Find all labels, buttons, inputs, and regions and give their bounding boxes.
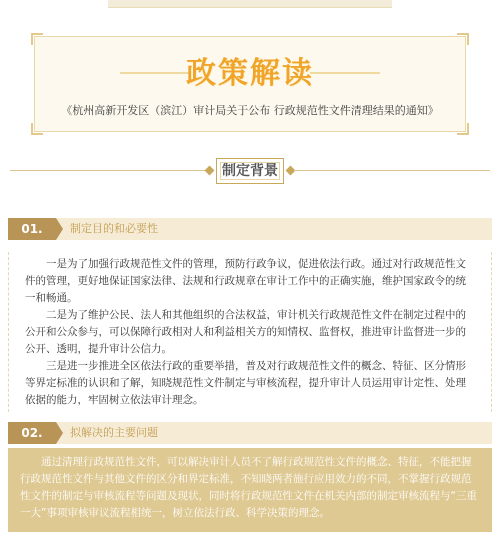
diamond-ornament <box>205 166 215 176</box>
page-title: 政策解读 <box>186 56 314 91</box>
title-banner <box>34 36 466 132</box>
top-decoration-bar <box>108 0 392 8</box>
section-number-arrow <box>56 422 63 444</box>
banner-divider-left <box>120 72 190 74</box>
background-heading-label: 制定背景 <box>216 158 284 184</box>
paragraph: 一是为了加强行政规范性文件的管理，预防行政争议，促进依法行政。通过对行政规范性文件的管理，更好地保证国家法律、法规和行政规章在审计工作中的正确实施，维护国家政令的统一和畅通。 <box>25 258 466 304</box>
banner-corner-ornament <box>457 33 469 45</box>
heading-rule-left <box>10 170 206 171</box>
section-header-problems <box>8 422 492 444</box>
section-header-purpose <box>8 218 492 240</box>
section-body-problems <box>8 448 492 532</box>
banner-divider-right <box>310 72 380 74</box>
paragraph: 通过清理行政规范性文件，可以解决审计人员不了解行政规范性文件的概念、特征，不能把握行政规范性文件与其他文件的区分和界定标准，不知晓两者施行应用效力的不同，不掌握行政规范性文件的制定与审核流程等问题及现状，同时将行政规范性文件在机关内部的制定审核流程与“三重一大”事项审核审议流程相统一，树立依法行政、科学决策的理念。 <box>20 456 477 519</box>
banner-corner-ornament <box>457 123 469 135</box>
banner-corner-ornament <box>31 123 43 135</box>
document-subtitle: 《杭州高新开发区（滨江）审计局关于公布 行政规范性文件清理结果的通知》 <box>61 104 439 117</box>
background-heading <box>10 150 490 190</box>
banner-corner-ornament <box>31 33 43 45</box>
section-heading: 拟解决的主要问题 <box>70 426 158 439</box>
section-number: 02. <box>8 422 56 444</box>
paragraph: 三是进一步推进全区依法行政的重要举措，普及对行政规范性文件的概念、特征、区分情形等界定标准的认识和了解，知晓规范性文件制定与审核流程，提升审计人员运用审计定性、处理依据的能力，牢固树立依法审计理念。 <box>25 360 466 406</box>
top-decoration <box>0 0 500 20</box>
section-body-purpose <box>8 252 492 412</box>
paragraph: 二是为了维护公民、法人和其他组织的合法权益，审计机关行政规范性文件在制定过程中的公开和公众参与，可以保障行政相对人和利益相关方的知情权、监督权，推进审计监督进一步的公开、透明，提升审计公信力。 <box>25 309 466 355</box>
section-heading: 制定目的和必要性 <box>70 222 158 235</box>
section-number-arrow <box>56 218 63 240</box>
heading-rule-right <box>294 170 490 171</box>
section-number: 01. <box>8 218 56 240</box>
